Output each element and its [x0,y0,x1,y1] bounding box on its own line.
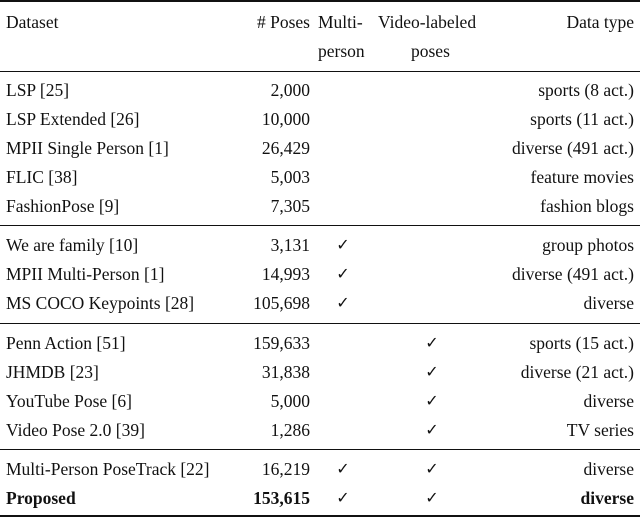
pose-count-cell: 3,131 [270,235,310,255]
header-dataset: Dataset [6,12,59,32]
pose-count-cell: 5,000 [270,391,310,411]
pose-count-cell: 5,003 [270,167,310,187]
dataset-name-cell: We are family [10] [6,235,139,255]
dataset-name-cell: MS COCO Keypoints [28] [6,293,195,313]
dataset-name-cell: YouTube Pose [6] [6,391,132,411]
dataset-name-cell: MPII Single Person [1] [6,138,169,158]
group-separator-rule [0,225,640,226]
dataset-name-cell: FashionPose [9] [6,196,120,216]
dataset-name-cell: LSP Extended [26] [6,109,140,129]
multi-person-check-icon: ✓ [336,293,350,312]
data-type-cell: diverse (491 act.) [512,264,634,284]
multi-person-check-icon: ✓ [336,235,350,254]
dataset-name-cell: Multi-Person PoseTrack [22] [6,459,210,479]
pose-count-cell: 105,698 [253,293,310,313]
pose-count-cell: 14,993 [261,264,310,284]
data-type-cell: diverse (21 act.) [520,362,634,382]
pose-count-cell: 16,219 [261,459,310,479]
bottom-rule [0,515,640,517]
pose-count-cell: 159,633 [253,333,310,353]
dataset-name-cell: Video Pose 2.0 [39] [6,420,145,440]
pose-count-cell: 1,286 [270,420,310,440]
top-rule [0,0,640,2]
header-rule [0,71,640,72]
header-poses: # Poses [257,12,310,32]
data-type-cell: diverse [580,488,634,508]
group-separator-rule [0,323,640,324]
pose-count-cell: 10,000 [261,109,310,129]
pose-count-cell: 153,615 [253,488,310,508]
data-type-cell: fashion blogs [540,196,634,216]
video-labeled-check-icon: ✓ [425,333,439,352]
header-multi-line2: person [318,41,365,61]
data-type-cell: feature movies [530,167,634,187]
header-video-line1: Video-labeled [378,12,477,32]
dataset-name-cell: LSP [25] [6,80,70,100]
pose-count-cell: 2,000 [270,80,310,100]
video-labeled-check-icon: ✓ [425,362,439,381]
dataset-name-cell: FLIC [38] [6,167,78,187]
data-type-cell: diverse [583,459,634,479]
header-data-type: Data type [566,12,634,32]
header-multi-line1: Multi- [318,12,363,32]
multi-person-check-icon: ✓ [336,459,350,478]
video-labeled-check-icon: ✓ [425,391,439,410]
data-type-cell: diverse [583,391,634,411]
header-video-line2: poses [411,41,450,61]
pose-count-cell: 7,305 [270,196,310,216]
multi-person-check-icon: ✓ [336,264,350,283]
data-type-cell: group photos [542,235,634,255]
video-labeled-check-icon: ✓ [425,420,439,439]
data-type-cell: TV series [566,420,634,440]
multi-person-check-icon: ✓ [336,488,350,507]
data-type-cell: sports (8 act.) [538,80,634,100]
pose-count-cell: 31,838 [261,362,310,382]
group-separator-rule [0,449,640,450]
data-type-cell: diverse (491 act.) [512,138,634,158]
dataset-name-cell: Proposed [6,488,76,508]
dataset-name-cell: JHMDB [23] [6,362,99,382]
video-labeled-check-icon: ✓ [425,459,439,478]
data-type-cell: sports (15 act.) [529,333,634,353]
dataset-name-cell: Penn Action [51] [6,333,126,353]
data-type-cell: sports (11 act.) [530,109,634,129]
pose-count-cell: 26,429 [261,138,310,158]
dataset-name-cell: MPII Multi-Person [1] [6,264,165,284]
data-type-cell: diverse [583,293,634,313]
video-labeled-check-icon: ✓ [425,488,439,507]
